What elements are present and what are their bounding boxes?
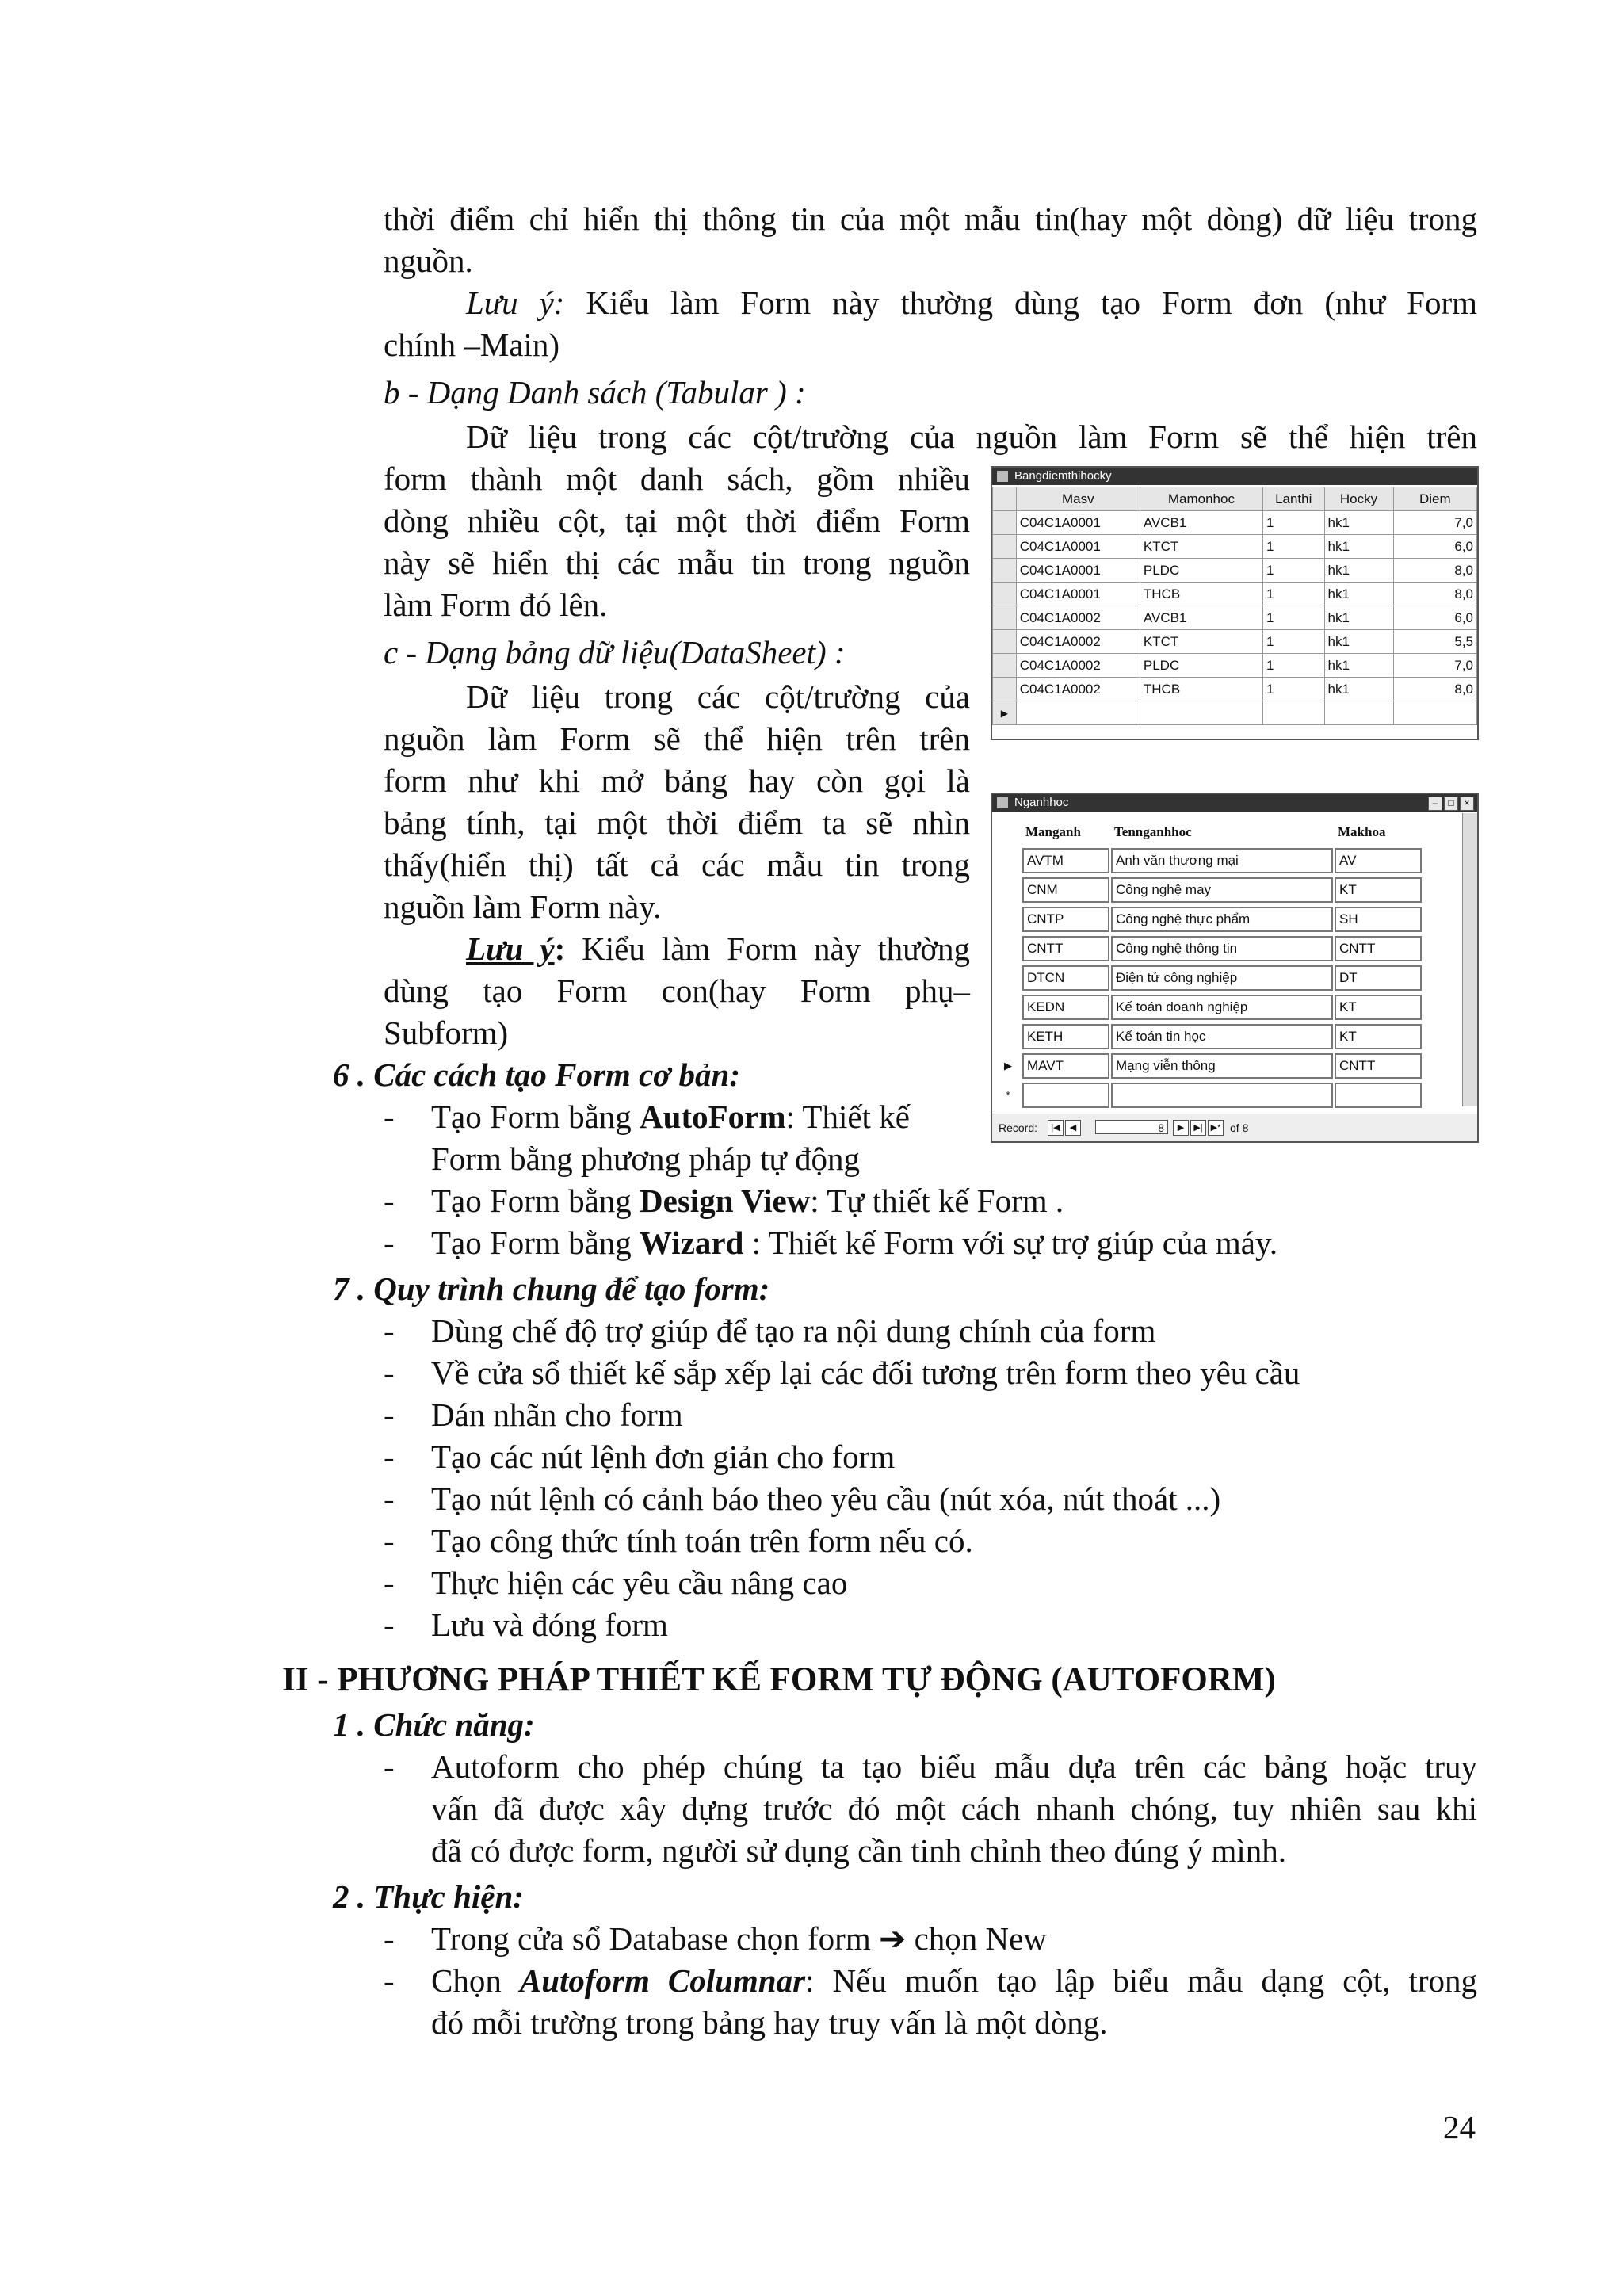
record-navigator: [992, 1114, 1477, 1141]
row-selector[interactable]: [999, 995, 1018, 1020]
paragraph-line: Dữ liệu trong các cột/trường của: [466, 678, 970, 715]
record-field[interactable]: KT: [1335, 995, 1422, 1020]
table-cell[interactable]: [1393, 701, 1476, 725]
record-field[interactable]: CNTT: [1335, 936, 1422, 961]
page-number: 24: [1443, 2109, 1476, 2145]
section-heading-datasheet: c - Dạng bảng dữ liệu(DataSheet) :: [384, 634, 846, 670]
table-cell[interactable]: 7,0: [1393, 511, 1476, 535]
window-titlebar: [992, 468, 1477, 485]
row-selector[interactable]: [999, 907, 1018, 932]
record-field[interactable]: Công nghệ may: [1111, 877, 1333, 903]
record-field[interactable]: CNTP: [1022, 907, 1109, 932]
list-item: Thực hiện các yêu cầu nâng cao: [431, 1564, 848, 1601]
record-field[interactable]: Công nghệ thực phẩm: [1111, 907, 1333, 932]
table-cell[interactable]: C04C1A0002: [1016, 654, 1140, 678]
record-field[interactable]: DT: [1335, 965, 1422, 991]
table-cell[interactable]: AVCB1: [1140, 511, 1262, 535]
table-row[interactable]: [993, 678, 1477, 701]
record-pointer-icon: ▶: [993, 701, 1017, 725]
record-field[interactable]: Kế toán tin học: [1111, 1024, 1333, 1049]
row-selector[interactable]: [999, 965, 1018, 991]
arrow-right-icon: ➔: [878, 1920, 907, 1957]
table-cell[interactable]: 8,0: [1393, 678, 1476, 701]
section-heading-tabular: b - Dạng Danh sách (Tabular ) :: [384, 374, 806, 411]
field-header: Makhoa: [1338, 824, 1386, 839]
table-row[interactable]: [993, 654, 1477, 678]
table-cell[interactable]: hk1: [1324, 511, 1393, 535]
table-cell[interactable]: KTCT: [1140, 535, 1262, 559]
record-label: Record:: [999, 1121, 1038, 1134]
paragraph-line: dòng nhiều cột, tại một thời điểm Form: [384, 502, 970, 539]
paragraph-line: form thành một danh sách, gồm nhiều: [384, 460, 970, 497]
paragraph-line: Dữ liệu trong các cột/trường của nguồn làm Form sẽ thể hiện trên: [466, 418, 1477, 455]
row-selector: [993, 487, 1017, 511]
table-row[interactable]: [993, 559, 1477, 583]
first-record-icon[interactable]: |◀: [1048, 1120, 1064, 1136]
table-cell[interactable]: 6,0: [1393, 606, 1476, 630]
table-cell[interactable]: C04C1A0001: [1016, 583, 1140, 606]
table-cell[interactable]: [1016, 701, 1140, 725]
record-field[interactable]: [1335, 1083, 1422, 1108]
row-selector[interactable]: [993, 606, 1017, 630]
record-number-input[interactable]: 8: [1095, 1120, 1168, 1134]
list-item: Trong cửa sổ Database chọn form ➔ chọn New: [431, 1920, 1047, 1957]
table-cell[interactable]: 1: [1262, 583, 1324, 606]
record-field[interactable]: [1111, 1083, 1333, 1108]
note-text: Kiểu làm Form này thường: [565, 930, 970, 967]
table-cell[interactable]: 8,0: [1393, 583, 1476, 606]
row-selector[interactable]: [999, 877, 1018, 903]
table-cell[interactable]: 8,0: [1393, 559, 1476, 583]
column-header[interactable]: Lanthi: [1262, 487, 1324, 511]
paragraph-line: đã có được form, người sử dụng cần tinh chỉnh theo đúng ý mình.: [431, 1832, 1287, 1869]
next-record-icon[interactable]: ▶: [1173, 1120, 1189, 1136]
table-cell[interactable]: C04C1A0001: [1016, 559, 1140, 583]
table-cell[interactable]: hk1: [1324, 654, 1393, 678]
paragraph-line: này sẽ hiển thị các mẫu tin trong nguồn: [384, 544, 970, 581]
row-selector[interactable]: [993, 678, 1017, 701]
table-cell[interactable]: hk1: [1324, 606, 1393, 630]
bullet-dash: -: [384, 1354, 395, 1391]
tabular-form-window: [991, 466, 1479, 740]
bullet-dash: -: [384, 1606, 395, 1643]
record-field[interactable]: KT: [1335, 877, 1422, 903]
record-field[interactable]: SH: [1335, 907, 1422, 932]
bullet-dash: -: [384, 1564, 395, 1601]
chapter-heading: II - PHƯƠNG PHÁP THIẾT KẾ FORM TỰ ĐỘNG (AUTOFORM): [282, 1661, 1276, 1698]
column-header[interactable]: Mamonhoc: [1140, 487, 1262, 511]
bullet-dash: -: [384, 1312, 395, 1349]
list-item: Form bằng phương pháp tự động: [431, 1140, 861, 1177]
note-line: [466, 282, 1477, 324]
bullet-dash: -: [384, 1224, 395, 1261]
list-item: đó mỗi trường trong bảng hay truy vấn là một dòng.: [431, 2004, 1108, 2041]
row-selector[interactable]: [993, 583, 1017, 606]
table-cell[interactable]: hk1: [1324, 630, 1393, 654]
bullet-dash: -: [384, 1962, 395, 1999]
paragraph-line: Autoform cho phép chúng ta tạo biểu mẫu dựa trên các bảng hoặc truy: [431, 1748, 1477, 1785]
table-cell[interactable]: [1324, 701, 1393, 725]
column-header[interactable]: Hocky: [1324, 487, 1393, 511]
field-header: Tennganhhoc: [1114, 824, 1192, 839]
section-heading-2: 2 . Thực hiện:: [333, 1878, 524, 1915]
record-field[interactable]: AV: [1335, 848, 1422, 873]
datasheet-form-window: [991, 793, 1479, 1143]
list-item: Dùng chế độ trợ giúp để tạo ra nội dung chính của form: [431, 1312, 1156, 1349]
record-field[interactable]: DTCN: [1022, 965, 1109, 991]
table-cell[interactable]: THCB: [1140, 583, 1262, 606]
table-cell[interactable]: hk1: [1324, 583, 1393, 606]
table-cell[interactable]: hk1: [1324, 559, 1393, 583]
note-line: chính –Main): [384, 327, 560, 363]
table-cell[interactable]: 5,5: [1393, 630, 1476, 654]
record-field[interactable]: CNTT: [1335, 1053, 1422, 1079]
row-selector[interactable]: [993, 511, 1017, 535]
paragraph-line: thời điểm chỉ hiển thị thông tin của một mẫu tin(hay một dòng) dữ liệu trong: [384, 201, 1477, 237]
datasheet-body: [992, 813, 1460, 1106]
list-item: Tạo công thức tính toán trên form nếu có.: [431, 1522, 973, 1559]
note-label: Lưu ý:: [466, 285, 565, 321]
list-item: Tạo nút lệnh có cảnh báo theo yêu cầu (nút xóa, nút thoát ...): [431, 1480, 1221, 1517]
table-cell[interactable]: 1: [1262, 535, 1324, 559]
table-row[interactable]: [993, 606, 1477, 630]
record-field[interactable]: [1022, 1083, 1109, 1108]
record-total: of 8: [1230, 1121, 1249, 1134]
list-item: Tạo Form bằng Design View: Tự thiết kế Form .: [431, 1182, 1064, 1219]
row-selector[interactable]: [993, 559, 1017, 583]
record-field[interactable]: CNM: [1022, 877, 1109, 903]
table-cell[interactable]: 1: [1262, 511, 1324, 535]
paragraph-line: bảng tính, tại một thời điểm ta sẽ nhìn: [384, 804, 970, 841]
row-selector[interactable]: [993, 535, 1017, 559]
list-item: Tạo Form bằng AutoForm: Thiết kế: [431, 1098, 910, 1135]
note-label: Lưu ý: [466, 930, 555, 967]
list-item: Tạo Form bằng Wizard : Thiết kế Form với sự trợ giúp của máy.: [431, 1224, 1278, 1261]
record-field[interactable]: Kế toán doanh nghiệp: [1111, 995, 1333, 1020]
section-heading-6: 6 . Các cách tạo Form cơ bản:: [333, 1056, 740, 1093]
table-cell[interactable]: hk1: [1324, 535, 1393, 559]
table-cell[interactable]: 1: [1262, 654, 1324, 678]
table-cell[interactable]: PLDC: [1140, 654, 1262, 678]
close-icon[interactable]: ×: [1460, 797, 1474, 811]
paragraph-line: nguồn.: [384, 243, 473, 279]
maximize-icon[interactable]: □: [1444, 797, 1458, 811]
record-field[interactable]: Anh văn thương mại: [1111, 848, 1333, 873]
table-row[interactable]: [993, 583, 1477, 606]
bullet-dash: -: [384, 1480, 395, 1517]
note-colon: :: [554, 930, 566, 967]
row-selector[interactable]: [999, 848, 1018, 873]
record-field[interactable]: AVTM: [1022, 848, 1109, 873]
table-cell[interactable]: C04C1A0001: [1016, 535, 1140, 559]
list-item: Lưu và đóng form: [431, 1606, 668, 1643]
table-cell[interactable]: C04C1A0002: [1016, 630, 1140, 654]
bullet-dash: -: [384, 1748, 395, 1785]
window-titlebar: [992, 794, 1477, 812]
table-row[interactable]: [993, 511, 1477, 535]
field-header: Manganh: [1025, 824, 1081, 839]
table-cell[interactable]: [1140, 701, 1262, 725]
table-cell[interactable]: 7,0: [1393, 654, 1476, 678]
paragraph-line: nguồn làm Form này.: [384, 888, 662, 925]
table-cell[interactable]: 1: [1262, 630, 1324, 654]
tabular-table: [992, 487, 1477, 725]
bullet-dash: -: [384, 1396, 395, 1433]
new-record-icon[interactable]: ▶*: [1208, 1120, 1224, 1136]
table-cell[interactable]: PLDC: [1140, 559, 1262, 583]
table-row[interactable]: [993, 535, 1477, 559]
form-icon: [997, 797, 1008, 808]
row-selector[interactable]: [993, 630, 1017, 654]
record-field[interactable]: KT: [1335, 1024, 1422, 1049]
list-item: Tạo các nút lệnh đơn giản cho form: [431, 1438, 896, 1475]
table-cell[interactable]: [1262, 701, 1324, 725]
record-field[interactable]: Điện tử công nghiệp: [1111, 965, 1333, 991]
note-line: Subform): [384, 1014, 509, 1051]
list-item: Dán nhãn cho form: [431, 1396, 683, 1433]
paragraph-line: nguồn làm Form sẽ thể hiện trên trên: [384, 720, 970, 757]
note-line: [466, 928, 970, 970]
row-selector[interactable]: [999, 936, 1018, 961]
table-cell[interactable]: C04C1A0001: [1016, 511, 1140, 535]
bullet-dash: -: [384, 1182, 395, 1219]
table-cell[interactable]: C04C1A0002: [1016, 678, 1140, 701]
window-title: Nganhhoc: [1014, 796, 1069, 809]
last-record-icon[interactable]: ▶|: [1190, 1120, 1206, 1136]
list-item: Về cửa sổ thiết kế sắp xếp lại các đối tương trên form theo yêu cầu: [431, 1354, 1300, 1391]
record-field[interactable]: Công nghệ thông tin: [1111, 936, 1333, 961]
column-header[interactable]: Diem: [1393, 487, 1476, 511]
table-cell[interactable]: 1: [1262, 606, 1324, 630]
paragraph-line: thấy(hiển thị) tất cả các mẫu tin trong: [384, 846, 970, 883]
paragraph-line: làm Form đó lên.: [384, 586, 608, 623]
record-field[interactable]: CNTT: [1022, 936, 1109, 961]
table-cell[interactable]: 1: [1262, 559, 1324, 583]
paragraph-line: vấn đã được xây dựng trước đó một cách nhanh chóng, tuy nhiên sau khi: [431, 1790, 1477, 1827]
table-row[interactable]: [993, 630, 1477, 654]
record-field[interactable]: KETH: [1022, 1024, 1109, 1049]
vertical-scrollbar[interactable]: [1462, 813, 1477, 1106]
note-line: dùng tạo Form con(hay Form phụ–: [384, 972, 970, 1009]
bullet-dash: -: [384, 1098, 395, 1135]
row-selector[interactable]: [993, 654, 1017, 678]
table-cell[interactable]: AVCB1: [1140, 606, 1262, 630]
column-header[interactable]: Masv: [1016, 487, 1140, 511]
table-cell[interactable]: THCB: [1140, 678, 1262, 701]
table-cell[interactable]: hk1: [1324, 678, 1393, 701]
paragraph-line: form như khi mở bảng hay còn gọi là: [384, 762, 970, 799]
record-field[interactable]: Mạng viễn thông: [1111, 1053, 1333, 1079]
table-cell[interactable]: C04C1A0002: [1016, 606, 1140, 630]
table-cell[interactable]: 1: [1262, 678, 1324, 701]
bullet-dash: -: [384, 1438, 395, 1475]
table-cell[interactable]: KTCT: [1140, 630, 1262, 654]
form-icon: [997, 471, 1008, 482]
record-pointer-icon[interactable]: ▶: [1004, 1060, 1012, 1072]
record-field[interactable]: MAVT: [1022, 1053, 1109, 1079]
section-heading-1: 1 . Chức năng:: [333, 1706, 535, 1743]
prev-record-icon[interactable]: ◀: [1065, 1120, 1081, 1136]
bullet-dash: -: [384, 1522, 395, 1559]
new-record-icon[interactable]: *: [1006, 1089, 1010, 1101]
note-text: Kiểu làm Form này thường dùng tạo Form đơn (như Form: [564, 285, 1478, 321]
section-heading-7: 7 . Quy trình chung để tạo form:: [333, 1270, 770, 1307]
table-cell[interactable]: 6,0: [1393, 535, 1476, 559]
new-record-row[interactable]: [993, 701, 1477, 725]
bullet-dash: -: [384, 1920, 395, 1957]
list-item: Chọn Autoform Columnar: Nếu muốn tạo lập biểu mẫu dạng cột, trong: [431, 1962, 1477, 1999]
window-title: Bangdiemthihocky: [1014, 469, 1112, 483]
minimize-icon[interactable]: –: [1428, 797, 1442, 811]
row-selector[interactable]: [999, 1024, 1018, 1049]
record-field[interactable]: KEDN: [1022, 995, 1109, 1020]
